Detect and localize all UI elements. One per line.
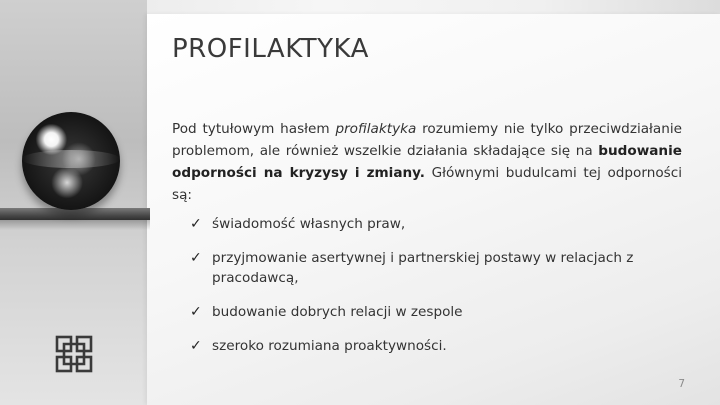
slide-title: PROFILAKTYKA <box>172 34 369 64</box>
checkmark-icon: ✓ <box>190 304 202 320</box>
list-item <box>190 336 670 356</box>
intro-italic-term: profilaktyka <box>335 121 417 137</box>
bullet-list <box>190 214 670 356</box>
intro-paragraph <box>172 118 682 206</box>
checkmark-icon: ✓ <box>190 216 202 232</box>
shelf-shadow <box>0 220 150 230</box>
intro-text-2: rozumiemy nie tylko przeciwdziałanie problemom, ale również wszelkie działania składające się na <box>172 121 683 159</box>
knot-logo-icon <box>55 335 93 373</box>
intro-text-3: Głównymi budulcami tej odporności są: <box>172 165 682 203</box>
checkmark-icon: ✓ <box>190 250 202 266</box>
page-number: 7 <box>678 378 685 390</box>
intro-text-1: Pod tytułowym hasłem <box>172 121 336 137</box>
bullet-text: świadomość własnych praw, <box>212 216 406 232</box>
list-item <box>190 214 670 234</box>
list-item <box>190 248 670 288</box>
sphere-reflection <box>22 150 120 168</box>
bullet-text: przyjmowanie asertywnej i partnerskiej postawy w relacjach z pracodawcą, <box>212 250 634 286</box>
checkmark-icon: ✓ <box>190 338 202 354</box>
list-item <box>190 302 670 322</box>
bullet-text: szeroko rozumiana proaktywności. <box>212 338 447 354</box>
bullet-text: budowanie dobrych relacji w zespole <box>212 304 463 320</box>
intro-bold-phrase: budowanie odporności na kryzysy i zmiany. <box>172 143 682 181</box>
